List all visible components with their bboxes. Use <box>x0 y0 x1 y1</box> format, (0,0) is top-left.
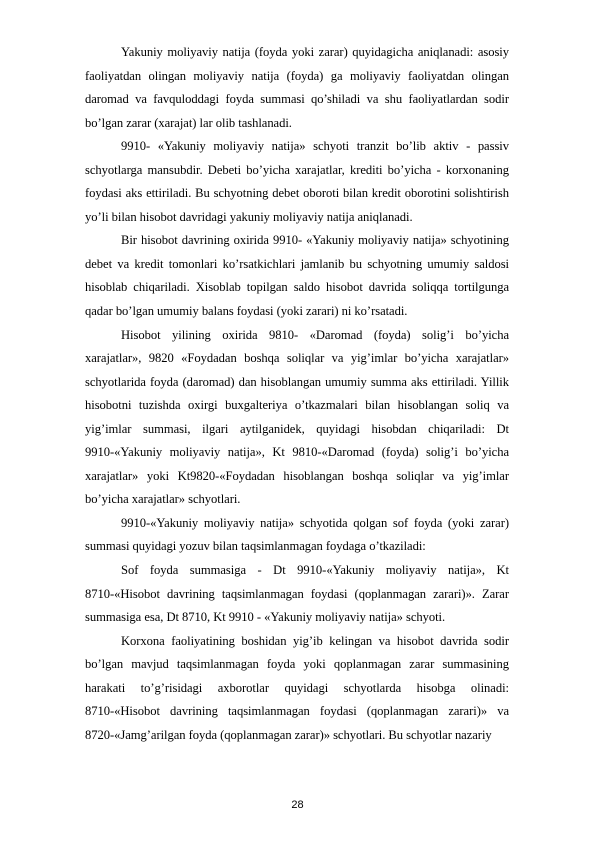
page-number: 28 <box>291 799 304 811</box>
paragraph: Yakuniy moliyaviy natija (foyda yoki zarar) quyidagicha aniqlanadi: asosiy faoliyatdan olingan moliyaviy natija (foyda) ga moliyaviy faoliyatdan olingan daromad va favquloddagi foyda summasi qo’shiladi va shu faoliyatlardan sodir bo’lgan zarar (xarajat) lar olib tashlanadi. <box>85 45 509 130</box>
paragraph: Hisobot yilining oxirida 9810- «Daromad (foyda) solig’i bo’yicha xarajatlar», 9820 «Foydadan boshqa soliqlar va yig’imlar bo’yicha xarajatlar» schyotlarida foyda (daromad) dan hisoblangan umumiy summa aks ettiriladi. Yillik hisobotni tuzishda oxirgi buxgalteriya o’tkazmalari bilan hisoblangan soliq va yig’imlar summasi, ilgari aytilganidek, quyidagi hisobdan chiqariladi: Dt 9910-«Yakuniy moliyaviy natija», Kt 9810-«Daromad (foyda) solig’i bo’yicha xarajatlar» yoki Kt9820-«Foydadan hisoblangan boshqa soliqlar va yig’imlar bo’yicha xarajatlar» schyotlari. <box>85 327 509 507</box>
paragraph: Bir hisobot davrining oxirida 9910- «Yakuniy moliyaviy natija» schyotining debet va kredit tomonlari ko’rsatkichlari jamlanib bu schyotning umumiy saldosi hisoblab chiqariladi. Xisoblab topilgan saldo hisobot davrida soliqqa tortilgunga qadar bo’lgan umumiy balans foydasi (yoki zarari) ni ko’rsatadi. <box>85 233 509 319</box>
page-body <box>85 41 509 747</box>
paragraph: Korxona faoliyatining boshidan yig’ib kelingan va hisobot davrida sodir bo’lgan mavjud taqsimlanmagan foyda yoki qoplanmagan zarar summasining harakati to’g’risidagi axborotlar quyidagi schyotlarda hisobga olinadi: 8710-«Hisobot davrining taqsimlanmagan foydasi (qoplanmagan zarari)» va 8720-«Jamg’arilgan foyda (qoplanmagan zarar)» schyotlari. Bu schyotlar nazariy <box>85 633 509 742</box>
paragraph: Sof foyda summasiga - Dt 9910-«Yakuniy moliyaviy natija», Kt 8710-«Hisobot davrining taqsimlanmagan foydasi (qoplanmagan zarari)». Zarar summasiga esa, Dt 8710, Kt 9910 - «Yakuniy moliyaviy natija» schyoti. <box>85 563 509 625</box>
paragraph: 9910- «Yakuniy moliyaviy natija» schyoti tranzit bo’lib aktiv - passiv schyotlarga mansubdir. Debeti bo’yicha xarajatlar, krediti bo’yicha - korxonaning foydasi aks ettiriladi. Bu schyotning debet oboroti bilan kredit oborotini solishtirish yo’li bilan hisobot davridagi yakuniy moliyaviy natija aniqlanadi. <box>85 139 509 224</box>
paragraph: 9910-«Yakuniy moliyaviy natija» schyotida qolgan sof foyda (yoki zarar) summasi quyidagi yozuv bilan taqsimlanmagan foydaga o’tkaziladi: <box>85 515 509 554</box>
